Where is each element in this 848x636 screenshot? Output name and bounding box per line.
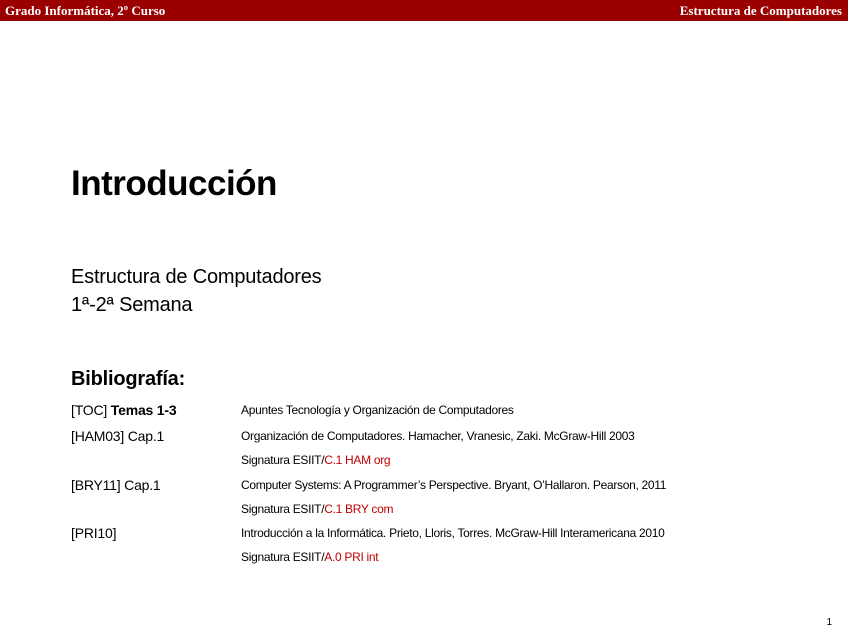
reference-description: Apuntes Tecnología y Organización de Computadores [241,403,514,417]
slide-header [0,0,848,21]
bibliography-heading: Bibliografía: [71,368,186,390]
reference-key-prefix: [HAM03] [71,428,125,444]
slide-subtitle [71,263,321,319]
reference-key-suffix: Cap.1 [127,428,165,444]
course-label: Grado Informática, 2º Curso [5,3,166,18]
reference-key [71,426,164,446]
signature-label: Signatura ESIIT/ [241,550,325,564]
subtitle-line-2: 1ª-2ª Semana [71,294,193,316]
reference-key-suffix: Temas 1-3 [110,402,177,418]
reference-signature [241,452,390,468]
subtitle-line-1: Estructura de Computadores [71,266,322,288]
subject-label: Estructura de Computadores [679,3,842,18]
reference-key-prefix: [TOC] [71,402,108,418]
reference-signature [241,501,393,517]
slide-title: Introducción [71,164,277,203]
reference-description: Introducción a la Informática. Prieto, Lloris, Torres. McGraw-Hill Interamericana 2010 [241,526,665,540]
reference-signature [241,549,378,565]
reference-key-prefix: [PRI10] [71,525,117,541]
signature-label: Signatura ESIIT/ [241,502,325,516]
reference-key-suffix: Cap.1 [124,477,161,493]
signature-label: Signatura ESIIT/ [241,453,325,467]
signature-code: C.1 BRY com [324,502,394,516]
reference-key [71,475,161,495]
reference-key-prefix: [BRY11] [71,477,121,493]
page-number: 1 [826,617,832,628]
signature-code: C.1 HAM org [324,453,391,467]
reference-key [71,523,116,543]
signature-code: A.0 PRI int [324,550,379,564]
reference-description: Organización de Computadores. Hamacher, Vranesic, Zaki. McGraw-Hill 2003 [241,429,635,443]
reference-description: Computer Systems: A Programmer’s Perspective. Bryant, O’Hallaron. Pearson, 2011 [241,478,667,492]
reference-key [71,400,176,420]
